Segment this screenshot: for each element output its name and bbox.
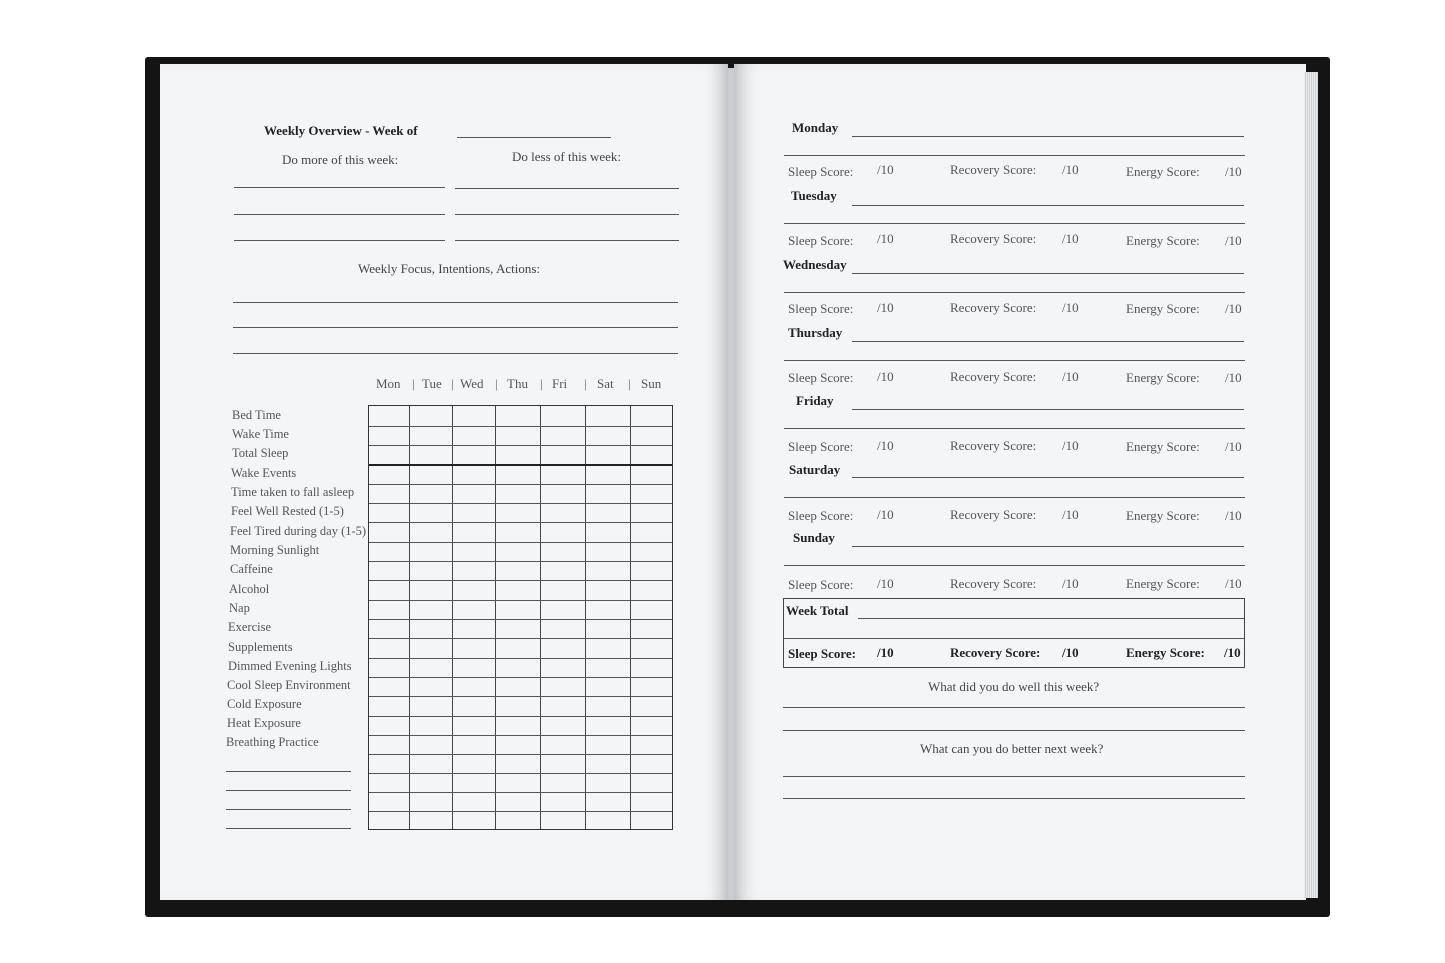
sleep-score-max: /10	[877, 438, 894, 453]
recovery-score-label: Recovery Score:	[950, 231, 1037, 246]
day-notes-line[interactable]	[784, 360, 1245, 361]
do-better-line[interactable]	[783, 776, 1245, 777]
energy-score-label: Energy Score:	[1126, 301, 1200, 316]
row-label-supplements: Supplements	[228, 640, 293, 654]
row-label-alcohol: Alcohol	[229, 582, 270, 596]
grid-row-line	[369, 484, 672, 485]
row-label-nap: Nap	[229, 601, 250, 615]
day-header-fri: Fri	[552, 376, 568, 391]
day-separator: |	[540, 376, 543, 391]
grid-row-line	[369, 445, 672, 446]
energy-score-max: /10	[1225, 508, 1242, 523]
grid-row-line	[369, 542, 672, 543]
custom-row-line[interactable]	[226, 828, 351, 829]
row-label-cold-exposure: Cold Exposure	[227, 697, 302, 711]
week-of-line[interactable]	[457, 137, 611, 138]
row-label-time-to-fall-asleep: Time taken to fall asleep	[231, 485, 355, 499]
row-label-dimmed-evening-lights: Dimmed Evening Lights	[228, 659, 352, 673]
row-label-cool-sleep-environment: Cool Sleep Environment	[227, 678, 351, 692]
day-separator: |	[584, 376, 587, 391]
row-label-feel-tired: Feel Tired during day (1-5)	[230, 524, 367, 538]
day-separator: |	[451, 376, 454, 391]
sleep-score-label: Sleep Score:	[788, 370, 854, 385]
total-recovery-score-label: Recovery Score:	[950, 645, 1041, 660]
day-notes-line[interactable]	[852, 341, 1244, 342]
grid-row-line	[369, 658, 672, 659]
sleep-score-max: /10	[877, 300, 894, 315]
day-label-saturday: Saturday	[789, 462, 841, 477]
total-sleep-score-max: /10	[877, 645, 894, 660]
energy-score-label: Energy Score:	[1126, 164, 1200, 179]
week-total-label: Week Total	[786, 603, 849, 618]
day-notes-line[interactable]	[784, 155, 1245, 156]
day-notes-line[interactable]	[852, 136, 1244, 137]
focus-line[interactable]	[233, 327, 678, 328]
day-notes-line[interactable]	[852, 273, 1244, 274]
day-notes-line[interactable]	[784, 292, 1245, 293]
day-notes-line[interactable]	[852, 409, 1244, 410]
row-label-feel-well-rested: Feel Well Rested (1-5)	[231, 504, 344, 518]
focus-line[interactable]	[233, 302, 678, 303]
do-more-line[interactable]	[234, 187, 445, 188]
row-label-exercise: Exercise	[228, 620, 272, 634]
energy-score-label: Energy Score:	[1126, 233, 1200, 248]
focus-line[interactable]	[233, 353, 678, 354]
grid-column-line	[585, 406, 586, 829]
grid-row-line	[369, 522, 672, 523]
recovery-score-max: /10	[1062, 369, 1079, 384]
sleep-score-max: /10	[877, 162, 894, 177]
day-notes-line[interactable]	[784, 223, 1245, 224]
custom-row-line[interactable]	[226, 771, 351, 772]
energy-score-max: /10	[1225, 164, 1242, 179]
recovery-score-label: Recovery Score:	[950, 438, 1037, 453]
grid-row-line	[369, 773, 672, 774]
recovery-score-max: /10	[1062, 231, 1079, 246]
grid-row-line	[369, 754, 672, 755]
day-notes-line[interactable]	[784, 565, 1245, 566]
sleep-score-max: /10	[877, 507, 894, 522]
recovery-score-label: Recovery Score:	[950, 300, 1037, 315]
sleep-tracker-grid[interactable]	[368, 405, 673, 830]
energy-score-max: /10	[1225, 576, 1242, 591]
sleep-score-label: Sleep Score:	[788, 439, 854, 454]
grid-column-line	[630, 406, 631, 829]
day-label-sunday: Sunday	[793, 530, 835, 545]
grid-column-line	[409, 406, 410, 829]
grid-row-line	[369, 696, 672, 697]
recovery-score-label: Recovery Score:	[950, 162, 1037, 177]
row-label-caffeine: Caffeine	[230, 562, 273, 576]
grid-row-line	[369, 716, 672, 717]
day-notes-line[interactable]	[852, 205, 1244, 206]
page-edges	[1304, 72, 1318, 898]
grid-row-line	[369, 638, 672, 639]
do-less-line[interactable]	[455, 214, 679, 215]
did-well-label: What did you do well this week?	[928, 679, 1100, 694]
day-notes-line[interactable]	[852, 546, 1244, 547]
do-more-line[interactable]	[234, 240, 445, 241]
energy-score-max: /10	[1225, 439, 1242, 454]
recovery-score-max: /10	[1062, 162, 1079, 177]
day-separator: |	[412, 376, 415, 391]
recovery-score-label: Recovery Score:	[950, 507, 1037, 522]
do-less-line[interactable]	[455, 188, 679, 189]
recovery-score-max: /10	[1062, 438, 1079, 453]
energy-score-label: Energy Score:	[1126, 508, 1200, 523]
recovery-score-label: Recovery Score:	[950, 369, 1037, 384]
sleep-score-max: /10	[877, 576, 894, 591]
custom-row-line[interactable]	[226, 790, 351, 791]
day-header-thu: Thu	[507, 376, 528, 391]
day-label-tuesday: Tuesday	[791, 188, 837, 203]
recovery-score-max: /10	[1062, 507, 1079, 522]
do-more-label: Do more of this week:	[282, 152, 399, 167]
recovery-score-max: /10	[1062, 576, 1079, 591]
sleep-score-label: Sleep Score:	[788, 577, 854, 592]
row-label-wake-time: Wake Time	[232, 427, 289, 441]
energy-score-label: Energy Score:	[1126, 370, 1200, 385]
grid-row-line-thick	[369, 464, 672, 466]
recovery-score-max: /10	[1062, 300, 1079, 315]
day-notes-line[interactable]	[784, 497, 1245, 498]
energy-score-max: /10	[1225, 370, 1242, 385]
sleep-score-label: Sleep Score:	[788, 508, 854, 523]
sleep-score-label: Sleep Score:	[788, 164, 854, 179]
row-label-total-sleep: Total Sleep	[232, 446, 289, 460]
grid-row-line	[369, 503, 672, 504]
total-sleep-score-label: Sleep Score:	[788, 646, 856, 661]
grid-row-line	[369, 735, 672, 736]
do-less-line[interactable]	[455, 240, 679, 241]
sleep-score-max: /10	[877, 231, 894, 246]
grid-row-line	[369, 811, 672, 812]
row-label-breathing-practice: Breathing Practice	[226, 735, 319, 749]
week-total-line[interactable]	[858, 618, 1244, 619]
day-label-wednesday: Wednesday	[783, 257, 847, 272]
grid-row-line	[369, 580, 672, 581]
day-label-monday: Monday	[792, 120, 839, 135]
custom-row-line[interactable]	[226, 809, 351, 810]
did-well-line[interactable]	[783, 730, 1245, 731]
recovery-score-label: Recovery Score:	[950, 576, 1037, 591]
total-recovery-score-max: /10	[1062, 645, 1079, 660]
day-header-mon: Mon	[376, 376, 401, 391]
row-label-morning-sunlight: Morning Sunlight	[230, 543, 320, 557]
grid-row-line	[369, 619, 672, 620]
grid-row-line	[369, 426, 672, 427]
day-header-sun: Sun	[641, 376, 662, 391]
row-label-bed-time: Bed Time	[232, 408, 281, 422]
do-more-line[interactable]	[234, 214, 445, 215]
did-well-line[interactable]	[783, 707, 1245, 708]
energy-score-max: /10	[1225, 233, 1242, 248]
day-header-wed: Wed	[460, 376, 484, 391]
grid-row-line	[369, 677, 672, 678]
weekly-focus-label: Weekly Focus, Intentions, Actions:	[358, 261, 541, 276]
grid-column-line	[495, 406, 496, 829]
energy-score-label: Energy Score:	[1126, 439, 1200, 454]
day-header-sat: Sat	[597, 376, 614, 391]
sleep-score-max: /10	[877, 369, 894, 384]
week-total-line[interactable]	[784, 638, 1244, 639]
day-label-friday: Friday	[796, 393, 834, 408]
grid-row-line	[369, 792, 672, 793]
sleep-score-label: Sleep Score:	[788, 301, 854, 316]
day-separator: |	[495, 376, 498, 391]
grid-row-line	[369, 561, 672, 562]
grid-column-line	[452, 406, 453, 829]
do-less-label: Do less of this week:	[512, 149, 622, 164]
day-header-tue: Tue	[422, 376, 442, 391]
row-label-wake-events: Wake Events	[231, 466, 297, 480]
weekly-overview-label: Weekly Overview - Week of	[264, 123, 418, 138]
day-notes-line[interactable]	[784, 428, 1245, 429]
energy-score-label: Energy Score:	[1126, 576, 1200, 591]
day-separator: |	[628, 376, 631, 391]
sleep-score-label: Sleep Score:	[788, 233, 854, 248]
row-label-heat-exposure: Heat Exposure	[227, 716, 301, 730]
total-energy-score-max: /10	[1224, 645, 1241, 660]
energy-score-max: /10	[1225, 301, 1242, 316]
do-better-line[interactable]	[783, 798, 1245, 799]
grid-row-line	[369, 600, 672, 601]
total-energy-score-label: Energy Score:	[1126, 645, 1205, 660]
day-label-thursday: Thursday	[788, 325, 843, 340]
grid-column-line	[540, 406, 541, 829]
day-notes-line[interactable]	[852, 477, 1244, 478]
do-better-label: What can you do better next week?	[920, 741, 1104, 756]
